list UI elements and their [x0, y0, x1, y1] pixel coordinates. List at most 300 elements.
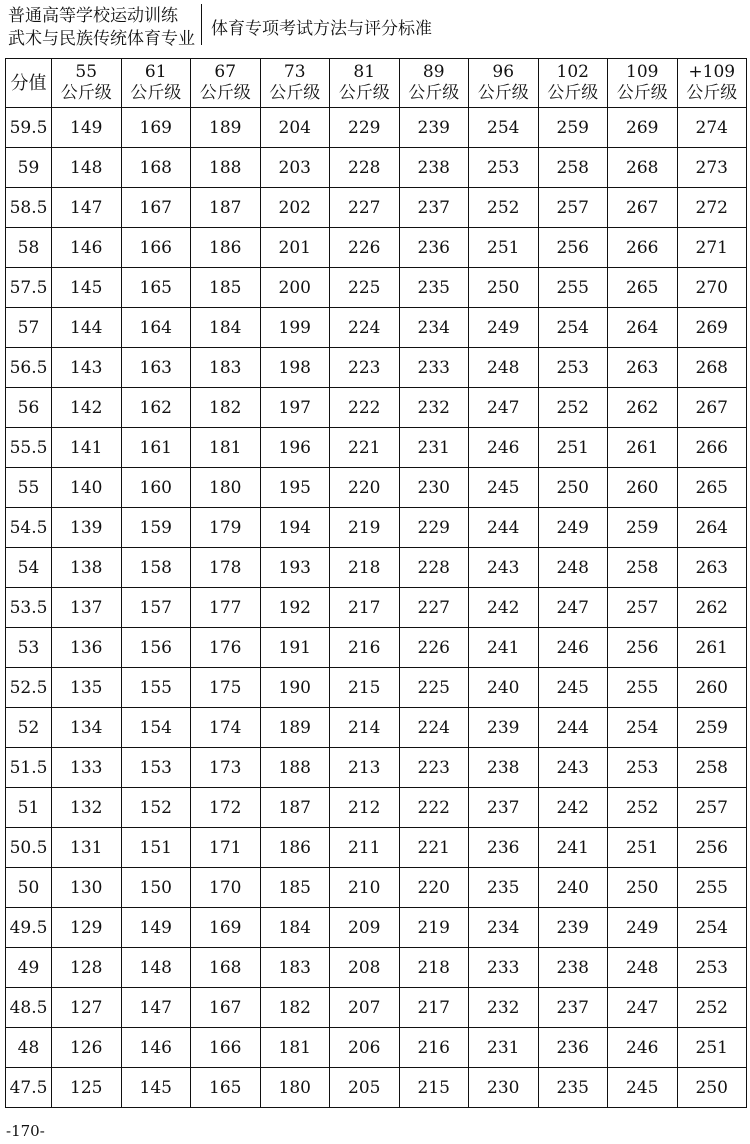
table-row — [6, 628, 747, 668]
weight-cell: 148 — [52, 148, 122, 188]
score-cell: 57.5 — [6, 268, 52, 308]
weight-cell: 248 — [538, 548, 608, 588]
weight-cell: 148 — [121, 948, 191, 988]
weight-cell: 202 — [260, 188, 330, 228]
weight-cell: 251 — [608, 828, 678, 868]
weight-cell: 189 — [260, 708, 330, 748]
table-row — [6, 548, 747, 588]
score-cell: 49 — [6, 948, 52, 988]
weight-cell: 239 — [538, 908, 608, 948]
score-cell: 51.5 — [6, 748, 52, 788]
weight-cell: 239 — [399, 108, 469, 148]
weight-cell: 216 — [399, 1028, 469, 1068]
weight-cell: 232 — [469, 988, 539, 1028]
table-row — [6, 388, 747, 428]
table-row — [6, 108, 747, 148]
table-row — [6, 148, 747, 188]
weight-cell: 207 — [330, 988, 400, 1028]
weight-cell: 254 — [469, 108, 539, 148]
weight-class-header — [677, 59, 747, 108]
weight-cell: 254 — [677, 908, 747, 948]
weight-cell: 147 — [52, 188, 122, 228]
weight-cell: 161 — [121, 428, 191, 468]
weight-cell: 222 — [330, 388, 400, 428]
weight-cell: 188 — [191, 148, 261, 188]
score-column-header: 分值 — [6, 59, 52, 108]
weight-cell: 251 — [677, 1028, 747, 1068]
table-row — [6, 908, 747, 948]
weight-cell: 244 — [538, 708, 608, 748]
weight-cell: 274 — [677, 108, 747, 148]
weight-class-unit: 公斤级 — [338, 83, 390, 103]
weight-cell: 231 — [399, 428, 469, 468]
weight-cell: 181 — [191, 428, 261, 468]
weight-cell: 189 — [191, 108, 261, 148]
weight-cell: 246 — [469, 428, 539, 468]
weight-cell: 269 — [608, 108, 678, 148]
weight-cell: 217 — [330, 588, 400, 628]
weight-cell: 270 — [677, 268, 747, 308]
weight-cell: 212 — [330, 788, 400, 828]
weight-cell: 184 — [191, 308, 261, 348]
weight-cell: 198 — [260, 348, 330, 388]
weight-cell: 253 — [538, 348, 608, 388]
weight-cell: 241 — [538, 828, 608, 868]
weight-cell: 225 — [399, 668, 469, 708]
weight-cell: 215 — [399, 1068, 469, 1108]
weight-cell: 245 — [608, 1068, 678, 1108]
weight-cell: 245 — [469, 468, 539, 508]
weight-cell: 196 — [260, 428, 330, 468]
weight-class-header — [260, 59, 330, 108]
weight-cell: 175 — [191, 668, 261, 708]
weight-cell: 160 — [121, 468, 191, 508]
weight-class-unit: 公斤级 — [616, 83, 668, 103]
weight-cell: 246 — [608, 1028, 678, 1068]
weight-cell: 265 — [608, 268, 678, 308]
score-cell: 53.5 — [6, 588, 52, 628]
weight-cell: 125 — [52, 1068, 122, 1108]
weight-cell: 244 — [469, 508, 539, 548]
weight-cell: 171 — [191, 828, 261, 868]
weight-cell: 136 — [52, 628, 122, 668]
weight-cell: 238 — [538, 948, 608, 988]
weight-cell: 131 — [52, 828, 122, 868]
weight-cell: 210 — [330, 868, 400, 908]
weight-cell: 145 — [52, 268, 122, 308]
weight-cell: 219 — [399, 908, 469, 948]
weight-cell: 249 — [608, 908, 678, 948]
weight-class-value: 55 — [75, 62, 98, 82]
weight-cell: 250 — [469, 268, 539, 308]
score-cell: 57 — [6, 308, 52, 348]
weight-cell: 240 — [469, 668, 539, 708]
weight-class-value: +109 — [688, 62, 736, 82]
weight-cell: 260 — [677, 668, 747, 708]
weight-cell: 267 — [608, 188, 678, 228]
weight-cell: 172 — [191, 788, 261, 828]
weight-cell: 235 — [469, 868, 539, 908]
weight-cell: 252 — [677, 988, 747, 1028]
weight-cell: 258 — [538, 148, 608, 188]
weight-cell: 252 — [608, 788, 678, 828]
weight-cell: 145 — [121, 1068, 191, 1108]
weight-cell: 180 — [260, 1068, 330, 1108]
weight-cell: 223 — [330, 348, 400, 388]
weight-cell: 174 — [191, 708, 261, 748]
score-cell: 59 — [6, 148, 52, 188]
weight-cell: 243 — [469, 548, 539, 588]
table-row — [6, 868, 747, 908]
weight-cell: 226 — [399, 628, 469, 668]
weight-cell: 186 — [191, 228, 261, 268]
weight-cell: 251 — [538, 428, 608, 468]
weight-cell: 249 — [469, 308, 539, 348]
score-cell: 56 — [6, 388, 52, 428]
weight-cell: 208 — [330, 948, 400, 988]
weight-cell: 168 — [121, 148, 191, 188]
weight-cell: 264 — [608, 308, 678, 348]
weight-cell: 151 — [121, 828, 191, 868]
table-row — [6, 828, 747, 868]
weight-cell: 250 — [538, 468, 608, 508]
weight-cell: 241 — [469, 628, 539, 668]
weight-cell: 205 — [330, 1068, 400, 1108]
weight-cell: 182 — [191, 388, 261, 428]
weight-cell: 258 — [608, 548, 678, 588]
weight-cell: 265 — [677, 468, 747, 508]
weight-cell: 162 — [121, 388, 191, 428]
header-divider — [201, 4, 202, 45]
weight-cell: 166 — [191, 1028, 261, 1068]
weight-cell: 200 — [260, 268, 330, 308]
table-row — [6, 428, 747, 468]
weight-cell: 259 — [608, 508, 678, 548]
weight-cell: 221 — [330, 428, 400, 468]
table-row — [6, 588, 747, 628]
weight-cell: 226 — [330, 228, 400, 268]
weight-cell: 130 — [52, 868, 122, 908]
weight-cell: 126 — [52, 1028, 122, 1068]
weight-cell: 243 — [538, 748, 608, 788]
weight-cell: 255 — [608, 668, 678, 708]
running-header-left — [8, 5, 198, 51]
weight-cell: 231 — [469, 1028, 539, 1068]
weight-cell: 233 — [399, 348, 469, 388]
weight-cell: 149 — [52, 108, 122, 148]
weight-cell: 239 — [469, 708, 539, 748]
weight-class-header — [538, 59, 608, 108]
weight-cell: 199 — [260, 308, 330, 348]
weight-cell: 222 — [399, 788, 469, 828]
weight-cell: 218 — [399, 948, 469, 988]
weight-cell: 137 — [52, 588, 122, 628]
weight-cell: 178 — [191, 548, 261, 588]
table-row — [6, 188, 747, 228]
weight-class-unit: 公斤级 — [547, 83, 599, 103]
score-cell: 48.5 — [6, 988, 52, 1028]
weight-cell: 271 — [677, 228, 747, 268]
weight-cell: 263 — [608, 348, 678, 388]
weight-cell: 190 — [260, 668, 330, 708]
weight-cell: 253 — [677, 948, 747, 988]
score-cell: 53 — [6, 628, 52, 668]
table-row — [6, 1068, 747, 1108]
table-row — [6, 308, 747, 348]
weight-cell: 254 — [608, 708, 678, 748]
score-cell: 58.5 — [6, 188, 52, 228]
weight-cell: 167 — [191, 988, 261, 1028]
weight-cell: 128 — [52, 948, 122, 988]
weight-cell: 240 — [538, 868, 608, 908]
weight-cell: 268 — [677, 348, 747, 388]
weight-cell: 139 — [52, 508, 122, 548]
weight-cell: 260 — [608, 468, 678, 508]
weight-cell: 201 — [260, 228, 330, 268]
weight-cell: 150 — [121, 868, 191, 908]
weight-cell: 182 — [260, 988, 330, 1028]
weight-cell: 256 — [608, 628, 678, 668]
weight-cell: 183 — [260, 948, 330, 988]
weight-cell: 169 — [121, 108, 191, 148]
table-row — [6, 748, 747, 788]
weight-cell: 153 — [121, 748, 191, 788]
weight-cell: 225 — [330, 268, 400, 308]
weight-cell: 132 — [52, 788, 122, 828]
weight-cell: 135 — [52, 668, 122, 708]
header-line-1: 普通高等学校运动训练 — [8, 6, 178, 26]
weight-cell: 167 — [121, 188, 191, 228]
weight-class-header — [121, 59, 191, 108]
weight-cell: 159 — [121, 508, 191, 548]
weight-class-value: 73 — [283, 62, 306, 82]
weight-cell: 142 — [52, 388, 122, 428]
weight-cell: 237 — [399, 188, 469, 228]
weight-cell: 186 — [260, 828, 330, 868]
weight-cell: 248 — [608, 948, 678, 988]
weight-cell: 154 — [121, 708, 191, 748]
weight-cell: 166 — [121, 228, 191, 268]
weight-cell: 147 — [121, 988, 191, 1028]
weight-cell: 250 — [608, 868, 678, 908]
weight-cell: 262 — [677, 588, 747, 628]
weight-cell: 259 — [677, 708, 747, 748]
weight-cell: 238 — [399, 148, 469, 188]
weight-cell: 213 — [330, 748, 400, 788]
score-cell: 50 — [6, 868, 52, 908]
weight-cell: 220 — [330, 468, 400, 508]
score-cell: 50.5 — [6, 828, 52, 868]
weight-class-value: 89 — [422, 62, 445, 82]
weight-cell: 203 — [260, 148, 330, 188]
page-number: -170- — [6, 1122, 45, 1140]
weight-cell: 134 — [52, 708, 122, 748]
weight-cell: 192 — [260, 588, 330, 628]
weight-cell: 206 — [330, 1028, 400, 1068]
weight-cell: 253 — [469, 148, 539, 188]
score-cell: 52 — [6, 708, 52, 748]
weight-class-header — [191, 59, 261, 108]
weight-class-unit: 公斤级 — [199, 83, 251, 103]
weight-cell: 246 — [538, 628, 608, 668]
weight-cell: 173 — [191, 748, 261, 788]
weight-cell: 249 — [538, 508, 608, 548]
weight-cell: 237 — [469, 788, 539, 828]
weight-cell: 228 — [330, 148, 400, 188]
weight-cell: 146 — [52, 228, 122, 268]
weight-cell: 227 — [330, 188, 400, 228]
weight-cell: 247 — [469, 388, 539, 428]
table-row — [6, 788, 747, 828]
weight-cell: 219 — [330, 508, 400, 548]
weight-cell: 181 — [260, 1028, 330, 1068]
weight-cell: 258 — [677, 748, 747, 788]
weight-cell: 214 — [330, 708, 400, 748]
weight-cell: 176 — [191, 628, 261, 668]
table-row — [6, 348, 747, 388]
weight-class-header — [608, 59, 678, 108]
weight-cell: 234 — [399, 308, 469, 348]
weight-cell: 185 — [191, 268, 261, 308]
weight-cell: 223 — [399, 748, 469, 788]
weight-cell: 155 — [121, 668, 191, 708]
weight-cell: 185 — [260, 868, 330, 908]
weight-cell: 233 — [469, 948, 539, 988]
weight-cell: 197 — [260, 388, 330, 428]
weight-class-header — [399, 59, 469, 108]
weight-class-value: 61 — [144, 62, 167, 82]
weight-class-header — [52, 59, 122, 108]
weight-cell: 273 — [677, 148, 747, 188]
weight-cell: 269 — [677, 308, 747, 348]
weight-cell: 144 — [52, 308, 122, 348]
weight-cell: 169 — [191, 908, 261, 948]
weight-cell: 165 — [121, 268, 191, 308]
weight-cell: 184 — [260, 908, 330, 948]
weight-cell: 236 — [399, 228, 469, 268]
weight-cell: 247 — [538, 588, 608, 628]
score-cell: 52.5 — [6, 668, 52, 708]
weight-cell: 204 — [260, 108, 330, 148]
weight-cell: 237 — [538, 988, 608, 1028]
weight-class-unit: 公斤级 — [130, 83, 182, 103]
weight-cell: 187 — [260, 788, 330, 828]
weight-cell: 158 — [121, 548, 191, 588]
weight-cell: 266 — [677, 428, 747, 468]
weight-cell: 236 — [469, 828, 539, 868]
weight-cell: 266 — [608, 228, 678, 268]
weight-cell: 211 — [330, 828, 400, 868]
table-row — [6, 988, 747, 1028]
weight-cell: 227 — [399, 588, 469, 628]
weight-cell: 234 — [469, 908, 539, 948]
weight-class-value: 81 — [353, 62, 376, 82]
weight-cell: 146 — [121, 1028, 191, 1068]
weight-cell: 230 — [469, 1068, 539, 1108]
weight-cell: 133 — [52, 748, 122, 788]
weight-cell: 149 — [121, 908, 191, 948]
weight-cell: 191 — [260, 628, 330, 668]
weight-cell: 209 — [330, 908, 400, 948]
weight-cell: 257 — [677, 788, 747, 828]
table-row — [6, 268, 747, 308]
weight-cell: 193 — [260, 548, 330, 588]
weight-cell: 224 — [399, 708, 469, 748]
weight-cell: 152 — [121, 788, 191, 828]
table-header-row — [6, 59, 747, 108]
weight-cell: 177 — [191, 588, 261, 628]
running-header-title: 体育专项考试方法与评分标准 — [211, 19, 432, 39]
weight-cell: 257 — [538, 188, 608, 228]
score-cell: 54 — [6, 548, 52, 588]
weight-cell: 141 — [52, 428, 122, 468]
header-line-2: 武术与民族传统体育专业 — [8, 29, 195, 49]
weight-cell: 220 — [399, 868, 469, 908]
weight-class-unit: 公斤级 — [477, 83, 529, 103]
weight-cell: 272 — [677, 188, 747, 228]
weight-cell: 168 — [191, 948, 261, 988]
table-row — [6, 228, 747, 268]
score-cell: 55.5 — [6, 428, 52, 468]
weight-cell: 251 — [469, 228, 539, 268]
weight-cell: 188 — [260, 748, 330, 788]
weight-cell: 164 — [121, 308, 191, 348]
weight-cell: 140 — [52, 468, 122, 508]
weight-cell: 218 — [330, 548, 400, 588]
weight-cell: 194 — [260, 508, 330, 548]
weight-cell: 165 — [191, 1068, 261, 1108]
weight-cell: 163 — [121, 348, 191, 388]
weight-cell: 232 — [399, 388, 469, 428]
weight-cell: 129 — [52, 908, 122, 948]
weight-cell: 256 — [538, 228, 608, 268]
weight-cell: 156 — [121, 628, 191, 668]
weight-cell: 216 — [330, 628, 400, 668]
weight-cell: 235 — [538, 1068, 608, 1108]
weight-cell: 170 — [191, 868, 261, 908]
weight-cell: 250 — [677, 1068, 747, 1108]
weight-cell: 230 — [399, 468, 469, 508]
weight-class-unit: 公斤级 — [408, 83, 460, 103]
weight-cell: 179 — [191, 508, 261, 548]
score-cell: 47.5 — [6, 1068, 52, 1108]
table-row — [6, 668, 747, 708]
table-row — [6, 468, 747, 508]
weight-cell: 245 — [538, 668, 608, 708]
weight-class-value: 102 — [556, 62, 589, 82]
weight-cell: 257 — [608, 588, 678, 628]
weight-cell: 236 — [538, 1028, 608, 1068]
weight-cell: 229 — [399, 508, 469, 548]
weight-cell: 252 — [469, 188, 539, 228]
weight-cell: 268 — [608, 148, 678, 188]
weight-cell: 263 — [677, 548, 747, 588]
weight-cell: 242 — [538, 788, 608, 828]
weight-cell: 127 — [52, 988, 122, 1028]
weight-class-header — [469, 59, 539, 108]
weight-cell: 253 — [608, 748, 678, 788]
weight-cell: 229 — [330, 108, 400, 148]
table-row — [6, 508, 747, 548]
weight-cell: 254 — [538, 308, 608, 348]
weight-class-header — [330, 59, 400, 108]
table-row — [6, 708, 747, 748]
weight-cell: 262 — [608, 388, 678, 428]
weight-cell: 235 — [399, 268, 469, 308]
weight-cell: 138 — [52, 548, 122, 588]
weight-cell: 183 — [191, 348, 261, 388]
weight-cell: 224 — [330, 308, 400, 348]
